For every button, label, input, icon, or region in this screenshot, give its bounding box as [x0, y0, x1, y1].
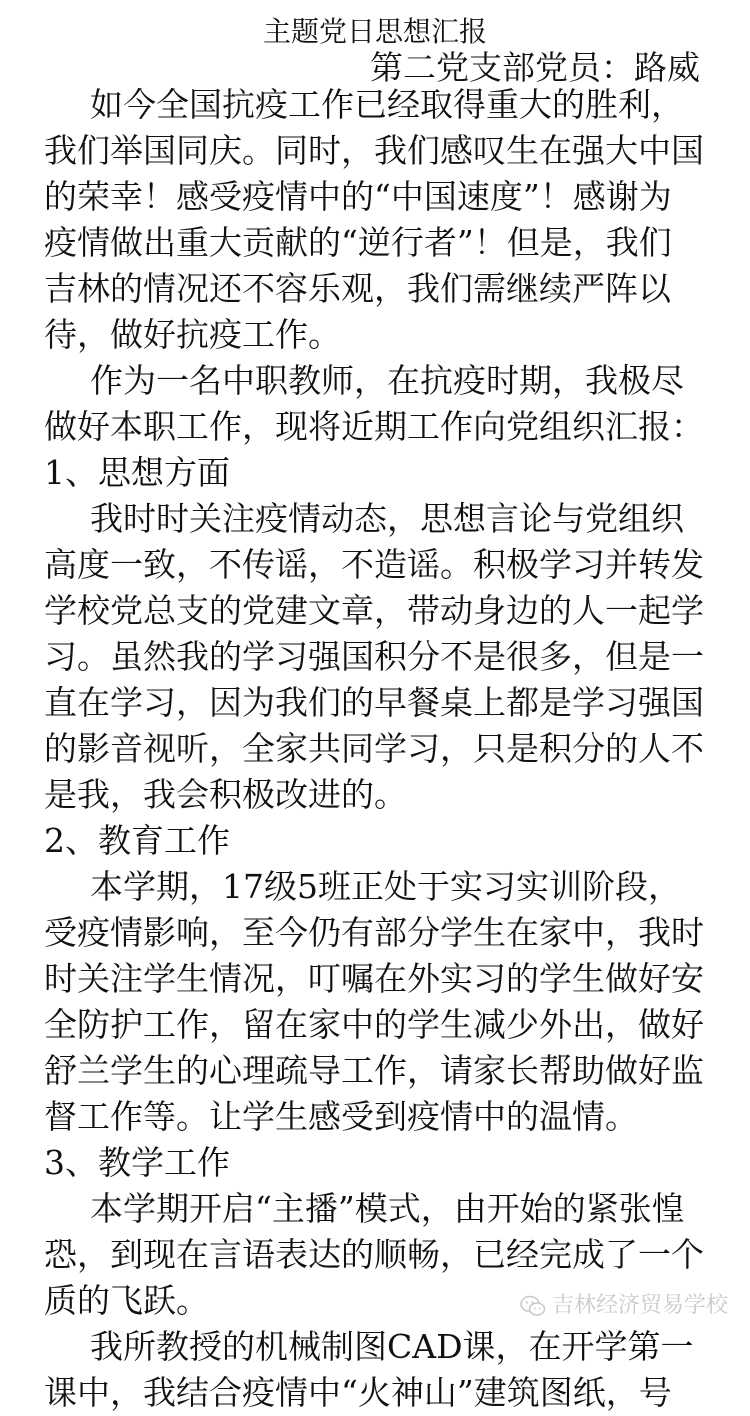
document-body [44, 82, 704, 1416]
paragraph-cad: 我所教授的机械制图CAD课，在开学第一课中，我结合疫情中“火神山”建筑图纸，号 [44, 1327, 694, 1412]
paragraph-intro: 如今全国抗疫工作已经取得重大的胜利，我们举国同庆。同时，我们感叹生在强大中国的荣幸！感受疫情中的“中国速度”！感谢为疫情做出重大贡献的“逆行者”！但是，我们吉林的情况还不容乐观，我们需继续严阵以待，做好抗疫工作。 [44, 85, 704, 354]
paragraph-report: 作为一名中职教师，在抗疫时期，我极尽做好本职工作，现将近期工作向党组织汇报： [44, 361, 704, 446]
document-author: 第二党支部党员：路威 [370, 48, 700, 87]
wechat-icon [520, 1295, 546, 1317]
paragraph-teaching: 本学期开启“主播”模式，由开始的紧张惶恐，到现在言语表达的顺畅，已经完成了一个质的飞跃。 [44, 1189, 704, 1320]
document-title: 主题党日思想汇报 [262, 15, 487, 48]
watermark [520, 1292, 728, 1320]
paragraph-education: 本学期，17级5班正处于实习实训阶段，受疫情影响，至今仍有部分学生在家中，我时时关注学生情况，叮嘱在外实习的学生做好安全防护工作，留在家中的学生减少外出，做好舒兰学生的心理疏导工作，请家长帮助做好监督工作等。让学生感受到疫情中的温情。 [44, 867, 704, 1136]
watermark-text: 吉林经济贸易学校 [551, 1293, 728, 1318]
section-heading-education: 2、教育工作 [44, 821, 230, 860]
paragraph-thought: 我时时关注疫情动态，思想言论与党组织高度一致，不传谣，不造谣。积极学习并转发学校党总支的党建文章，带动身边的人一起学习。虽然我的学习强国积分不是很多，但是一直在学习，因为我们的早餐桌上都是学习强国的影音视听，全家共同学习，只是积分的人不是我，我会积极改进的。 [44, 499, 704, 814]
section-heading-thought: 1、思想方面 [44, 453, 230, 492]
section-heading-teaching: 3、教学工作 [44, 1143, 230, 1182]
